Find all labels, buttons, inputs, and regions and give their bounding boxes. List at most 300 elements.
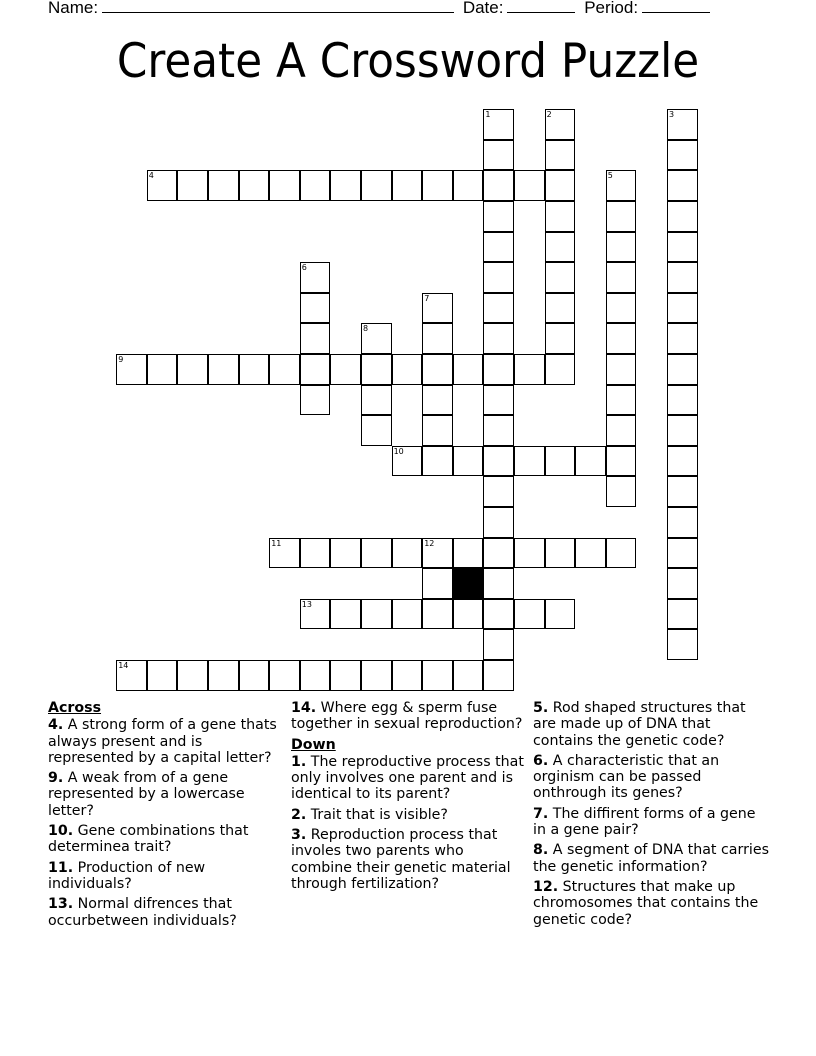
crossword-grid <box>117 110 699 692</box>
grid-cell[interactable] <box>667 354 698 385</box>
cell-input[interactable] <box>484 416 513 445</box>
cell-input[interactable] <box>209 661 238 690</box>
grid-cell[interactable] <box>453 446 484 477</box>
grid-cell[interactable] <box>422 293 453 324</box>
clue-number: 3. <box>291 827 307 844</box>
cell-input[interactable] <box>576 447 605 476</box>
grid-cell[interactable] <box>422 660 453 691</box>
grid-cell[interactable] <box>300 538 331 569</box>
cell-input[interactable] <box>393 661 422 690</box>
grid-cell[interactable] <box>483 446 514 477</box>
grid-cell[interactable] <box>392 599 423 630</box>
cell-input[interactable] <box>668 539 697 568</box>
cell-input[interactable] <box>454 447 483 476</box>
grid-cell[interactable] <box>483 660 514 691</box>
grid-cell[interactable] <box>453 599 484 630</box>
cell-input[interactable] <box>423 600 452 629</box>
clue-item <box>48 896 280 929</box>
period-blank[interactable] <box>642 0 710 13</box>
grid-cell[interactable] <box>300 385 331 416</box>
cell-input[interactable] <box>301 600 330 629</box>
grid-cell[interactable] <box>361 415 392 446</box>
grid-cell[interactable] <box>483 232 514 263</box>
cell-input[interactable] <box>668 233 697 262</box>
grid-cell[interactable] <box>514 446 545 477</box>
cell-input[interactable] <box>209 171 238 200</box>
clue-text: Gene combinations that determinea trait? <box>48 823 249 856</box>
grid-cell[interactable] <box>606 476 637 507</box>
cell-input[interactable] <box>546 202 575 231</box>
grid-cell[interactable] <box>606 354 637 385</box>
grid-cell[interactable] <box>606 293 637 324</box>
cell-input[interactable] <box>209 355 238 384</box>
clue-text: Production of new individuals? <box>48 859 206 892</box>
cell-input[interactable] <box>117 661 146 690</box>
grid-cell[interactable] <box>483 629 514 660</box>
grid-cell[interactable] <box>116 660 147 691</box>
cell-input[interactable] <box>484 202 513 231</box>
grid-cell[interactable] <box>147 354 178 385</box>
cell-input[interactable] <box>331 355 360 384</box>
grid-cell[interactable] <box>177 170 208 201</box>
grid-cell[interactable] <box>483 507 514 538</box>
cell-input[interactable] <box>270 355 299 384</box>
grid-cell[interactable] <box>545 109 576 140</box>
grid-cell[interactable] <box>361 170 392 201</box>
grid-cell[interactable] <box>483 538 514 569</box>
grid-cell[interactable] <box>545 354 576 385</box>
grid-cell[interactable] <box>667 385 698 416</box>
grid-cell[interactable] <box>667 109 698 140</box>
cell-input[interactable] <box>668 294 697 323</box>
cell-input[interactable] <box>301 355 330 384</box>
grid-cell[interactable] <box>239 170 270 201</box>
clue-number-label: 12 <box>424 538 435 548</box>
grid-cell[interactable] <box>422 354 453 385</box>
grid-cell[interactable] <box>667 201 698 232</box>
grid-cell[interactable] <box>147 660 178 691</box>
grid-cell[interactable] <box>606 201 637 232</box>
grid-cell[interactable] <box>269 538 300 569</box>
grid-cell[interactable] <box>208 660 239 691</box>
grid-cell[interactable] <box>392 538 423 569</box>
grid-cell[interactable] <box>330 599 361 630</box>
cell-input[interactable] <box>301 171 330 200</box>
grid-cell[interactable] <box>667 507 698 538</box>
grid-cell[interactable] <box>606 446 637 477</box>
grid-cell[interactable] <box>177 354 208 385</box>
clue-number-label: 3 <box>669 110 675 120</box>
cell-input[interactable] <box>331 171 360 200</box>
clue-text: A characteristic that an orginism can be passed onthrough its genes? <box>533 752 720 802</box>
grid-cell[interactable] <box>606 538 637 569</box>
cell-input[interactable] <box>454 600 483 629</box>
grid-cell[interactable] <box>269 660 300 691</box>
cell-input[interactable] <box>423 416 452 445</box>
cell-input[interactable] <box>668 569 697 598</box>
grid-cell[interactable] <box>116 354 147 385</box>
clues-column-3 <box>533 700 769 932</box>
name-blank[interactable] <box>102 0 454 13</box>
grid-cell[interactable] <box>606 232 637 263</box>
grid-cell[interactable] <box>667 170 698 201</box>
grid-cell[interactable] <box>392 170 423 201</box>
grid-cell[interactable] <box>483 385 514 416</box>
cell-input[interactable] <box>423 539 452 568</box>
grid-cell[interactable] <box>483 262 514 293</box>
grid-cell[interactable] <box>667 232 698 263</box>
cell-input[interactable] <box>546 447 575 476</box>
cell-input[interactable] <box>546 355 575 384</box>
cell-input[interactable] <box>454 539 483 568</box>
grid-cell[interactable] <box>667 629 698 660</box>
grid-cell[interactable] <box>483 170 514 201</box>
grid-cell[interactable] <box>545 262 576 293</box>
clue-item <box>533 879 769 928</box>
grid-cell[interactable] <box>239 354 270 385</box>
clue-number: 9. <box>48 770 64 787</box>
grid-cell[interactable] <box>606 415 637 446</box>
cell-input[interactable] <box>546 294 575 323</box>
clue-number: 7. <box>533 805 549 822</box>
cell-input[interactable] <box>484 661 513 690</box>
cell-input[interactable] <box>362 355 391 384</box>
grid-cell[interactable] <box>606 385 637 416</box>
cell-input[interactable] <box>668 508 697 537</box>
cell-input[interactable] <box>546 600 575 629</box>
cell-input[interactable] <box>423 569 452 598</box>
grid-cell[interactable] <box>545 170 576 201</box>
grid-cell[interactable] <box>483 140 514 171</box>
cell-input[interactable] <box>484 477 513 506</box>
grid-cell[interactable] <box>514 599 545 630</box>
cell-input[interactable] <box>576 539 605 568</box>
cell-input[interactable] <box>515 539 544 568</box>
grid-cell[interactable] <box>300 660 331 691</box>
cell-input[interactable] <box>423 294 452 323</box>
grid-cell[interactable] <box>208 170 239 201</box>
cell-input[interactable] <box>546 233 575 262</box>
grid-cell[interactable] <box>300 354 331 385</box>
cell-input[interactable] <box>484 233 513 262</box>
cell-input[interactable] <box>484 171 513 200</box>
grid-cell[interactable] <box>545 599 576 630</box>
grid-cell[interactable] <box>361 323 392 354</box>
cell-input[interactable] <box>546 263 575 292</box>
grid-cell[interactable] <box>483 293 514 324</box>
cell-input[interactable] <box>178 355 207 384</box>
cell-input[interactable] <box>484 447 513 476</box>
clue-text: Where egg & sperm fuse together in sexual reproduction? <box>291 700 523 733</box>
grid-cell[interactable] <box>545 538 576 569</box>
grid-cell[interactable] <box>667 599 698 630</box>
grid-cell[interactable] <box>667 538 698 569</box>
cell-input[interactable] <box>393 171 422 200</box>
cell-input[interactable] <box>484 569 513 598</box>
cell-input[interactable] <box>240 661 269 690</box>
grid-cell[interactable] <box>545 446 576 477</box>
cell-input[interactable] <box>362 171 391 200</box>
grid-cell[interactable] <box>667 293 698 324</box>
grid-cell[interactable] <box>361 660 392 691</box>
cell-input[interactable] <box>454 171 483 200</box>
grid-cell[interactable] <box>667 415 698 446</box>
grid-cell[interactable] <box>545 323 576 354</box>
cell-input[interactable] <box>423 386 452 415</box>
cell-input[interactable] <box>484 324 513 353</box>
cell-input[interactable] <box>546 141 575 170</box>
grid-cell[interactable] <box>483 109 514 140</box>
cell-input[interactable] <box>148 661 177 690</box>
grid-cell[interactable] <box>483 354 514 385</box>
clue-number-label: 14 <box>118 661 129 670</box>
cell-input[interactable] <box>607 324 636 353</box>
clue-item <box>533 842 769 875</box>
clues-column-1 <box>48 700 280 933</box>
clue-item <box>533 806 769 839</box>
cell-input[interactable] <box>301 539 330 568</box>
grid-cell[interactable] <box>422 170 453 201</box>
grid-cell[interactable] <box>667 476 698 507</box>
cell-input[interactable] <box>423 355 452 384</box>
grid-cell[interactable] <box>483 476 514 507</box>
cell-input[interactable] <box>668 477 697 506</box>
grid-cell[interactable] <box>545 140 576 171</box>
cell-input[interactable] <box>484 386 513 415</box>
cell-input[interactable] <box>668 324 697 353</box>
grid-cell[interactable] <box>330 538 361 569</box>
cell-input[interactable] <box>301 386 330 415</box>
cell-input[interactable] <box>668 447 697 476</box>
cell-input[interactable] <box>423 447 452 476</box>
cell-input[interactable] <box>668 263 697 292</box>
cell-input[interactable] <box>270 661 299 690</box>
cell-input[interactable] <box>423 171 452 200</box>
clue-item <box>533 700 769 749</box>
cell-input[interactable] <box>393 447 422 476</box>
grid-cell[interactable] <box>208 354 239 385</box>
grid-cell[interactable] <box>422 385 453 416</box>
grid-cell[interactable] <box>453 170 484 201</box>
cell-input[interactable] <box>668 630 697 659</box>
cell-input[interactable] <box>117 355 146 384</box>
clue-number-label: 13 <box>301 599 312 609</box>
cell-input[interactable] <box>393 600 422 629</box>
cell-input[interactable] <box>607 539 636 568</box>
cell-input[interactable] <box>607 233 636 262</box>
clue-text: Reproduction process that involes two parents who combine their genetic material through fertilization? <box>291 827 511 892</box>
grid-cell[interactable] <box>575 538 606 569</box>
clue-item <box>291 754 527 803</box>
clue-number-label: 9 <box>118 355 124 364</box>
grid-cell[interactable] <box>483 599 514 630</box>
cell-input[interactable] <box>454 661 483 690</box>
cell-input[interactable] <box>331 539 360 568</box>
cell-input[interactable] <box>484 110 513 139</box>
cell-input[interactable] <box>515 600 544 629</box>
cell-input[interactable] <box>484 294 513 323</box>
grid-cell[interactable] <box>667 140 698 171</box>
grid-cell[interactable] <box>483 568 514 599</box>
grid-cell[interactable] <box>483 201 514 232</box>
cell-input[interactable] <box>607 355 636 384</box>
grid-cell[interactable] <box>361 385 392 416</box>
cell-input[interactable] <box>240 355 269 384</box>
cell-input[interactable] <box>331 661 360 690</box>
clue-text: Normal difrences that occurbetween individuals? <box>48 896 237 929</box>
grid-cell[interactable] <box>667 323 698 354</box>
cell-input[interactable] <box>148 355 177 384</box>
grid-cell[interactable] <box>300 599 331 630</box>
grid-cell[interactable] <box>453 660 484 691</box>
page-title: Create A Crossword Puzzle <box>116 34 700 89</box>
cell-input[interactable] <box>668 600 697 629</box>
cell-input[interactable] <box>484 355 513 384</box>
clue-number-label: 11 <box>271 538 282 548</box>
grid-cell[interactable] <box>422 538 453 569</box>
grid-cell[interactable] <box>606 323 637 354</box>
grid-cell[interactable] <box>483 323 514 354</box>
cell-input[interactable] <box>301 294 330 323</box>
grid-cell[interactable] <box>361 354 392 385</box>
student-info-line <box>48 0 714 18</box>
cell-input[interactable] <box>668 386 697 415</box>
grid-cell[interactable] <box>239 660 270 691</box>
cell-input[interactable] <box>423 661 452 690</box>
cell-input[interactable] <box>668 110 697 139</box>
cell-input[interactable] <box>240 171 269 200</box>
cell-input[interactable] <box>362 661 391 690</box>
cell-input[interactable] <box>515 171 544 200</box>
cell-input[interactable] <box>668 141 697 170</box>
grid-cell[interactable] <box>422 568 453 599</box>
clue-number-label: 7 <box>424 293 430 303</box>
cell-input[interactable] <box>301 661 330 690</box>
cell-input[interactable] <box>607 386 636 415</box>
cell-input[interactable] <box>668 416 697 445</box>
cell-input[interactable] <box>607 294 636 323</box>
cell-input[interactable] <box>362 539 391 568</box>
grid-cell[interactable] <box>453 354 484 385</box>
grid-cell[interactable] <box>422 323 453 354</box>
grid-cell[interactable] <box>392 354 423 385</box>
grid-cell[interactable] <box>606 262 637 293</box>
grid-cell[interactable] <box>330 660 361 691</box>
cell-input[interactable] <box>362 324 391 353</box>
grid-cell[interactable] <box>514 538 545 569</box>
cell-input[interactable] <box>515 447 544 476</box>
cell-input[interactable] <box>484 141 513 170</box>
grid-cell[interactable] <box>330 170 361 201</box>
date-blank[interactable] <box>507 0 575 13</box>
cell-input[interactable] <box>178 171 207 200</box>
grid-cell[interactable] <box>269 170 300 201</box>
grid-cell[interactable] <box>545 201 576 232</box>
grid-cell[interactable] <box>483 415 514 446</box>
cell-input[interactable] <box>546 171 575 200</box>
cell-input[interactable] <box>546 324 575 353</box>
clue-number-label: 1 <box>485 110 491 120</box>
cell-input[interactable] <box>484 630 513 659</box>
cell-input[interactable] <box>607 447 636 476</box>
grid-cell[interactable] <box>667 262 698 293</box>
grid-cell[interactable] <box>514 170 545 201</box>
grid-cell[interactable] <box>422 599 453 630</box>
grid-cell[interactable] <box>545 232 576 263</box>
grid-cell[interactable] <box>606 170 637 201</box>
grid-cell[interactable] <box>392 660 423 691</box>
cell-input[interactable] <box>362 386 391 415</box>
grid-cell[interactable] <box>147 170 178 201</box>
clue-text: The diffirent forms of a gene in a gene pair? <box>533 805 756 839</box>
cell-input[interactable] <box>546 539 575 568</box>
grid-cell[interactable] <box>177 660 208 691</box>
cell-input[interactable] <box>178 661 207 690</box>
cell-input[interactable] <box>668 171 697 200</box>
cell-input[interactable] <box>546 110 575 139</box>
cell-input[interactable] <box>607 202 636 231</box>
grid-cell[interactable] <box>422 446 453 477</box>
grid-cell[interactable] <box>269 354 300 385</box>
cell-input[interactable] <box>301 324 330 353</box>
cell-input[interactable] <box>607 416 636 445</box>
grid-cell[interactable] <box>667 446 698 477</box>
grid-cell[interactable] <box>330 354 361 385</box>
cell-input[interactable] <box>668 202 697 231</box>
clue-number: 5. <box>533 700 549 716</box>
grid-cell[interactable] <box>514 354 545 385</box>
cell-input[interactable] <box>423 324 452 353</box>
clue-number: 6. <box>533 752 549 769</box>
cell-input[interactable] <box>484 263 513 292</box>
cell-input[interactable] <box>607 263 636 292</box>
grid-cell[interactable] <box>361 538 392 569</box>
grid-cell[interactable] <box>300 170 331 201</box>
grid-cell[interactable] <box>422 415 453 446</box>
clue-number-label: 2 <box>546 110 552 120</box>
cell-input[interactable] <box>362 600 391 629</box>
cell-input[interactable] <box>301 263 330 292</box>
cell-input[interactable] <box>270 171 299 200</box>
cell-input[interactable] <box>484 508 513 537</box>
cell-input[interactable] <box>668 355 697 384</box>
cell-input[interactable] <box>393 355 422 384</box>
cell-input[interactable] <box>270 539 299 568</box>
grid-cell[interactable] <box>392 446 423 477</box>
cell-input[interactable] <box>331 600 360 629</box>
grid-cell[interactable] <box>545 293 576 324</box>
cell-input[interactable] <box>362 416 391 445</box>
grid-cell[interactable] <box>361 599 392 630</box>
clue-number: 10. <box>48 823 74 840</box>
grid-cell[interactable] <box>300 262 331 293</box>
grid-cell[interactable] <box>453 538 484 569</box>
cell-input[interactable] <box>393 539 422 568</box>
grid-cell[interactable] <box>300 323 331 354</box>
grid-cell[interactable] <box>300 293 331 324</box>
cell-input[interactable] <box>484 600 513 629</box>
cell-input[interactable] <box>515 355 544 384</box>
grid-cell[interactable] <box>667 568 698 599</box>
cell-input[interactable] <box>484 539 513 568</box>
cell-input[interactable] <box>607 171 636 200</box>
down-heading: Down <box>291 736 336 753</box>
clue-number: 2. <box>291 806 307 823</box>
cell-input[interactable] <box>454 355 483 384</box>
cell-input[interactable] <box>148 171 177 200</box>
cell-input[interactable] <box>607 477 636 506</box>
grid-cell[interactable] <box>575 446 606 477</box>
